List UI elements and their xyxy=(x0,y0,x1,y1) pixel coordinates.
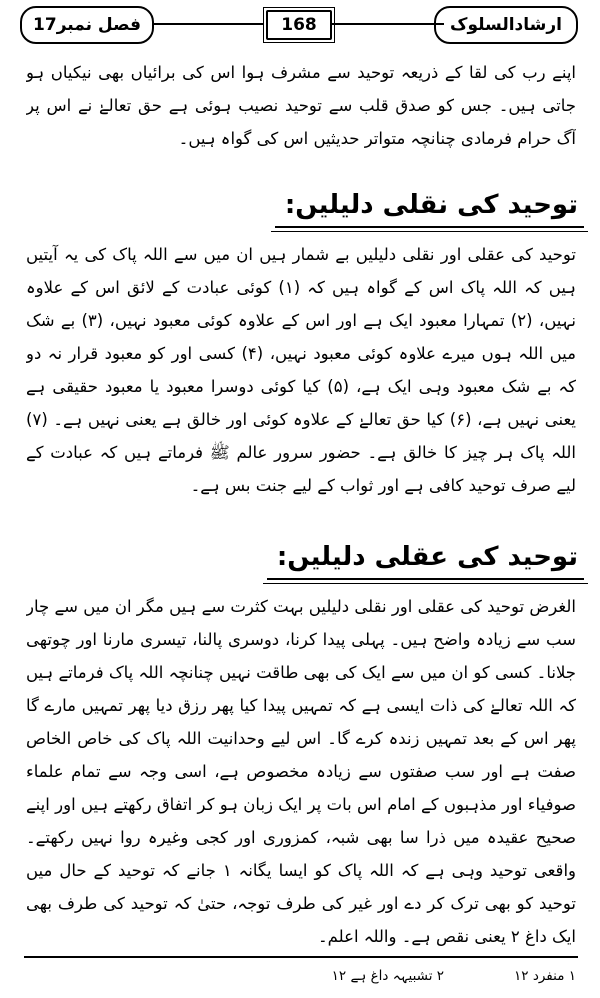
footnote-separator xyxy=(24,956,578,958)
footnote-2 xyxy=(332,968,444,984)
footnote-text: منفرد ۱۲ xyxy=(514,968,565,984)
footnote-mark: ۲ xyxy=(436,968,445,984)
intro-paragraph: اپنے رب کی لقا کے ذریعہ توحید سے مشرف ہوا اس کی برائیاں بھی نیکیاں ہو جاتی ہیں۔ جس کو صدق قلب سے توحید نصیب ہوئی ہے حق تعالےٰ نے اس پر آگ حرام فرمادی چنانچہ متواتر حدیثیں اس کی گواہ ہیں۔ xyxy=(26,63,576,148)
header-rule-right xyxy=(330,23,444,25)
footnote-1 xyxy=(514,968,576,984)
page-header xyxy=(14,4,586,44)
book-title: ارشادالسلوک xyxy=(434,6,578,44)
page-number: 168 xyxy=(266,10,332,40)
section-heading-naqli: توحید کی نقلی دلیلیں: xyxy=(275,184,584,228)
chapter-label: فصل نمبر17 xyxy=(20,6,154,44)
footnotes xyxy=(26,962,576,990)
footnote-text: تشبیہہ داغ ہے ۱۲ xyxy=(331,968,433,984)
section-body-naqli: توحید کی عقلی اور نقلی دلیلیں بے شمار ہیں ان میں سے اللہ پاک کی یہ آیتیں ہیں کہ اللہ پاک اس کے گواہ ہیں کہ (۱) کوئی عبادت کے لائق اس کے علاوہ نہیں، (۲) تمہارا معبود ایک ہے اور اس کے علاوہ کوئی معبود نہیں، (۳) بے شک میں اللہ ہوں میرے علاوہ کوئی معبود نہیں، (۴) کسی اور کو معبود قرار نہ دو کہ بے شک معبود وہی ایک ہے، (۵) کیا کوئی دوسرا معبود یا معبود حقیقی ہے یعنی نہیں ہے، (۶) کیا حق تعالےٰ کے علاوہ کوئی اور خالق ہے یعنی نہیں ہے۔ (۷) اللہ پاک ہر چیز کا خالق ہے۔ حضور سرور عالم ﷺ فرماتے ہیں کہ عبادت کے لیے صرف توحید کافی ہے اور ثواب کے لیے جنت بس ہے۔ xyxy=(26,245,576,495)
header-rule-left xyxy=(152,23,264,25)
footnote-mark: ۱ xyxy=(568,968,576,984)
section-heading-aqli: توحید کی عقلی دلیلیں: xyxy=(267,536,584,580)
section-body-aqli: الغرض توحید کی عقلی اور نقلی دلیلیں بہت کثرت سے ہیں مگر ان میں سے چار سب سے زیادہ واضح ہیں۔ پہلی پیدا کرنا، دوسری پالنا، تیسری مارنا اور چوتھی جلانا۔ کسی کو ان میں سے ایک کی بھی طاقت نہیں چنانچہ اللہ پاک فرماتے ہیں کہ اللہ تعالےٰ کی ذات ایسی ہے کہ تمہیں پیدا کیا پھر رزق دیا پھر تمہیں مارے گا پھر اس کے بعد تمہیں زندہ کرے گا۔ اس لیے وحدانیت اللہ پاک کی خاص الخاص صفت ہے اور سب صفتوں سے زیادہ مخصوص ہے، اسی وجہ سے تمام علماء صوفیاء اور مذہبوں کے امام اس بات پر ایک زبان ہو کر اتفاق رکھتے ہیں اور اپنے صحیح عقیدہ میں ذرا سا بھی شبہ، کمزوری اور کجی وغیرہ روا نہیں رکھتے۔ واقعی توحید وہی ہے کہ اللہ پاک کو ایسا یگانہ ۱ جانے کہ توحید کے حال میں توحید کو بھی ترک کر دے اور غیر کی طرف توجہ، حتیٰ کہ توحید کی طرف بھی ایک داغ ۲ یعنی نقص ہے۔ واللہ اعلم۔ xyxy=(26,597,576,946)
